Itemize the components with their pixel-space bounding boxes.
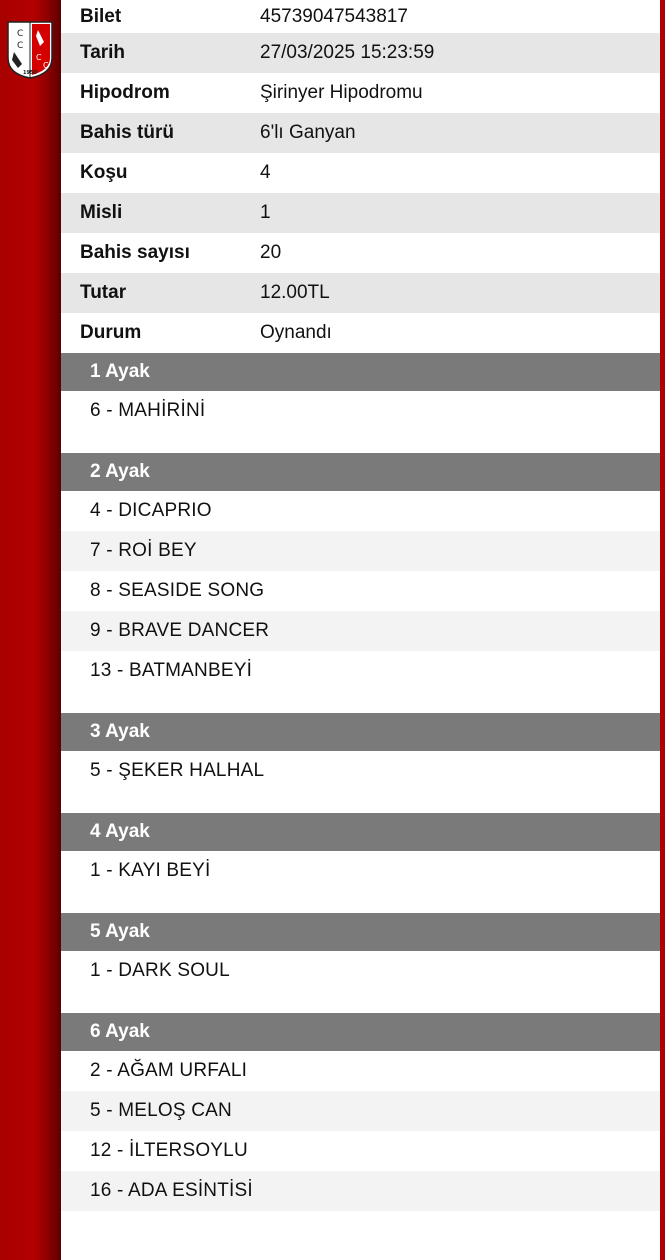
- ticket-row-label: Bahis sayısı: [80, 242, 190, 263]
- horse-selection: 12 - İLTERSOYLU: [90, 1140, 248, 1161]
- ticket-row-value: Şirinyer Hipodromu: [260, 82, 423, 103]
- ticket-row: [61, 113, 660, 153]
- ticket-row-value: 6'lı Ganyan: [260, 122, 356, 143]
- club-logo: [6, 20, 54, 80]
- ticket-row-value: 45739047543817: [260, 5, 408, 27]
- svg-text:C: C: [43, 61, 49, 70]
- ticket-row: [61, 73, 660, 113]
- logo-year: 1950: [23, 70, 37, 76]
- horse-selection: 16 - ADA ESİNTİSİ: [61, 1171, 660, 1211]
- ticket-row: [61, 33, 660, 73]
- leg-header: 5 Ayak: [61, 913, 660, 951]
- ticket-info-table: [61, 0, 660, 353]
- horse-selection: 5 - MELOŞ CAN: [61, 1091, 660, 1131]
- horse-selection: 4 - DICAPRIO: [90, 500, 212, 521]
- horse-selection: 6 - MAHİRİNİ: [90, 400, 206, 421]
- leg-header: 1 Ayak: [61, 353, 660, 391]
- ticket-row-label: Hipodrom: [80, 82, 170, 103]
- ticket-detail: [61, 0, 660, 1233]
- leg-spacer: [61, 431, 660, 453]
- left-brand-rail: [0, 0, 61, 1260]
- ticket-row-label: Tutar: [80, 282, 127, 303]
- ticket-row: [61, 273, 660, 313]
- ticket-row: [61, 193, 660, 233]
- leg-spacer: [61, 891, 660, 913]
- leg-spacer: [61, 1211, 660, 1233]
- ticket-row-value: 4: [260, 162, 271, 183]
- svg-text:C: C: [17, 29, 24, 39]
- ticket-row-label: Koşu: [80, 162, 128, 183]
- leg-header: 3 Ayak: [61, 713, 660, 751]
- ticket-row-value: 20: [260, 242, 282, 263]
- leg-header: 6 Ayak: [61, 1013, 660, 1051]
- ticket-row-label: Bahis türü: [80, 122, 174, 143]
- ticket-row: [61, 153, 660, 193]
- svg-text:C: C: [36, 53, 42, 62]
- leg-spacer: [61, 691, 660, 713]
- ticket-row-value: Oynandı: [260, 322, 332, 343]
- leg-header: 4 Ayak: [61, 813, 660, 851]
- leg-header: 2 Ayak: [61, 453, 660, 491]
- ticket-row-value: 12.00TL: [260, 282, 330, 303]
- horse-selection: 13 - BATMANBEYİ: [90, 660, 253, 681]
- horse-selection: 9 - BRAVE DANCER: [61, 611, 660, 651]
- horse-selection: 2 - AĞAM URFALI: [90, 1060, 248, 1081]
- horse-selection: 8 - SEASIDE SONG: [90, 580, 265, 601]
- ticket-row-label: Misli: [80, 202, 123, 223]
- ticket-row-value: 1: [260, 202, 271, 223]
- ticket-row-value: 27/03/2025 15:23:59: [260, 42, 435, 63]
- ticket-row: [61, 0, 660, 33]
- ticket-row-label: Durum: [80, 322, 142, 343]
- legs-list: [61, 353, 660, 1233]
- ticket-row: [61, 233, 660, 273]
- horse-selection: 1 - DARK SOUL: [90, 960, 230, 981]
- ticket-row-label: Tarih: [80, 42, 126, 63]
- ticket-row: [61, 313, 660, 353]
- svg-text:C: C: [17, 41, 24, 51]
- leg-spacer: [61, 991, 660, 1013]
- horse-selection: 5 - ŞEKER HALHAL: [90, 760, 265, 781]
- ticket-row-label: Bilet: [80, 5, 122, 27]
- leg-spacer: [61, 791, 660, 813]
- horse-selection: 1 - KAYI BEYİ: [90, 860, 211, 881]
- right-brand-rail: [660, 0, 665, 1260]
- horse-selection: 7 - ROİ BEY: [61, 531, 660, 571]
